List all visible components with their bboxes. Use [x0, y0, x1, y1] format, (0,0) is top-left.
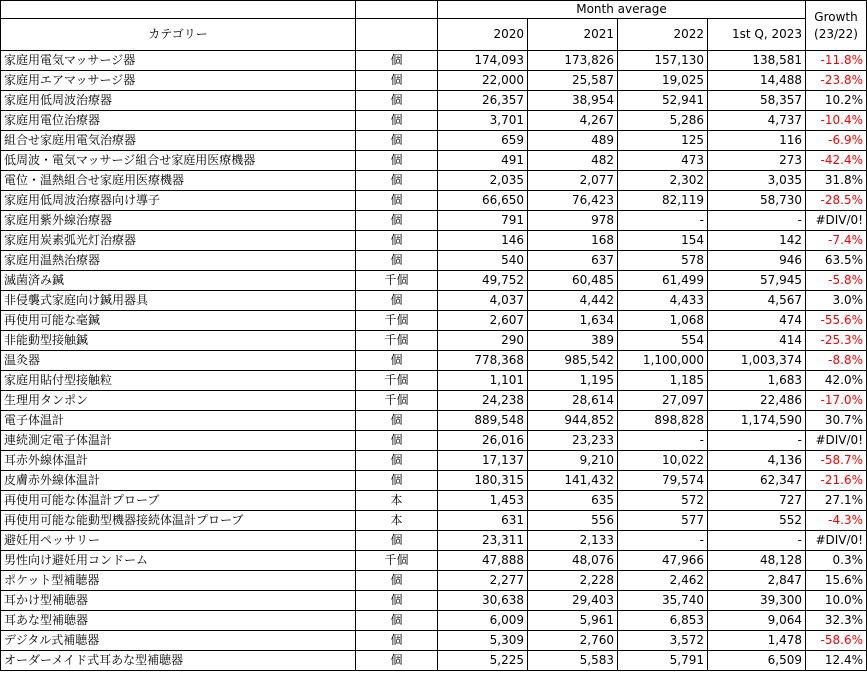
- row-value-2021: 1,634: [528, 311, 618, 331]
- row-category-name: 非能動型接触鍼: [1, 331, 356, 351]
- row-value-2022: 578: [618, 251, 708, 271]
- row-value-2021: 556: [528, 511, 618, 531]
- header-q1-2023: 1st Q, 2023: [708, 19, 806, 51]
- table-row: [1, 351, 867, 371]
- row-value-2020: 540: [438, 251, 528, 271]
- row-category-name: 再使用可能な毫鍼: [1, 311, 356, 331]
- row-unit: 千個: [356, 371, 438, 391]
- row-value-2022: 10,022: [618, 451, 708, 471]
- row-value-2022: 2,462: [618, 571, 708, 591]
- row-category-name: 避妊用ペッサリー: [1, 531, 356, 551]
- row-unit: 個: [356, 171, 438, 191]
- row-growth: 42.0%: [806, 371, 867, 391]
- table-row: [1, 91, 867, 111]
- row-growth: -25.3%: [806, 331, 867, 351]
- row-value-2021: 2,228: [528, 571, 618, 591]
- row-unit: 個: [356, 431, 438, 451]
- row-category-name: 連続測定電子体温計: [1, 431, 356, 451]
- row-value-2022: 1,100,000: [618, 351, 708, 371]
- row-growth: -42.4%: [806, 151, 867, 171]
- row-value-q1-2023: 4,136: [708, 451, 806, 471]
- row-value-2022: 1,068: [618, 311, 708, 331]
- row-value-2021: 76,423: [528, 191, 618, 211]
- row-growth: -17.0%: [806, 391, 867, 411]
- row-value-q1-2023: 22,486: [708, 391, 806, 411]
- row-category-name: 家庭用電位治療器: [1, 111, 356, 131]
- row-category-name: 耳かけ型補聴器: [1, 591, 356, 611]
- table-row: [1, 111, 867, 131]
- row-value-2021: 5,961: [528, 611, 618, 631]
- row-value-2022: 27,097: [618, 391, 708, 411]
- row-unit: 個: [356, 291, 438, 311]
- row-value-q1-2023: 4,567: [708, 291, 806, 311]
- row-value-2020: 23,311: [438, 531, 528, 551]
- row-value-2022: 125: [618, 131, 708, 151]
- table-row: [1, 151, 867, 171]
- row-value-2021: 4,442: [528, 291, 618, 311]
- row-growth: -58.6%: [806, 631, 867, 651]
- row-value-2020: 5,225: [438, 651, 528, 671]
- row-category-name: 男性向け避妊用コンドーム: [1, 551, 356, 571]
- row-value-2020: 491: [438, 151, 528, 171]
- row-value-2022: 82,119: [618, 191, 708, 211]
- table-row: [1, 411, 867, 431]
- row-unit: 千個: [356, 551, 438, 571]
- row-value-q1-2023: -: [708, 211, 806, 231]
- row-value-q1-2023: 9,064: [708, 611, 806, 631]
- table-row: [1, 71, 867, 91]
- row-value-2021: 389: [528, 331, 618, 351]
- row-unit: 個: [356, 571, 438, 591]
- table-row: [1, 211, 867, 231]
- table-row: [1, 651, 867, 671]
- row-value-q1-2023: 2,847: [708, 571, 806, 591]
- row-growth: -10.4%: [806, 111, 867, 131]
- row-value-2021: 2,760: [528, 631, 618, 651]
- row-value-q1-2023: 6,509: [708, 651, 806, 671]
- row-value-q1-2023: 138,581: [708, 51, 806, 71]
- row-unit: 個: [356, 251, 438, 271]
- table-row: [1, 171, 867, 191]
- row-value-2022: 19,025: [618, 71, 708, 91]
- row-value-2020: 17,137: [438, 451, 528, 471]
- table-row: [1, 611, 867, 631]
- row-growth: -8.8%: [806, 351, 867, 371]
- table-row: [1, 291, 867, 311]
- row-category-name: 生理用タンポン: [1, 391, 356, 411]
- row-unit: 個: [356, 91, 438, 111]
- table-row: [1, 631, 867, 651]
- header-unit: [356, 19, 438, 51]
- header-growth-period: (23/22): [814, 26, 858, 41]
- table-row: [1, 551, 867, 571]
- row-value-2022: 154: [618, 231, 708, 251]
- row-value-2021: 635: [528, 491, 618, 511]
- row-value-q1-2023: 1,003,374: [708, 351, 806, 371]
- row-category-name: デジタル式補聴器: [1, 631, 356, 651]
- row-value-q1-2023: 57,945: [708, 271, 806, 291]
- row-value-2021: 173,826: [528, 51, 618, 71]
- row-value-2022: 35,740: [618, 591, 708, 611]
- row-category-name: 耳赤外線体温計: [1, 451, 356, 471]
- row-value-2022: 554: [618, 331, 708, 351]
- table-row: [1, 391, 867, 411]
- row-value-q1-2023: 48,128: [708, 551, 806, 571]
- table-row: [1, 191, 867, 211]
- header-growth: [806, 1, 867, 51]
- row-growth: 0.3%: [806, 551, 867, 571]
- row-growth: 10.0%: [806, 591, 867, 611]
- table-row: [1, 51, 867, 71]
- row-category-name: ポケット型補聴器: [1, 571, 356, 591]
- row-value-2022: 473: [618, 151, 708, 171]
- row-category-name: 家庭用貼付型接触粒: [1, 371, 356, 391]
- row-unit: 個: [356, 231, 438, 251]
- row-value-2020: 4,037: [438, 291, 528, 311]
- row-value-2021: 25,587: [528, 71, 618, 91]
- row-category-name: 電位・温熱組合せ家庭用医療機器: [1, 171, 356, 191]
- row-value-2021: 1,195: [528, 371, 618, 391]
- row-value-2022: 79,574: [618, 471, 708, 491]
- header-row-top: [1, 1, 867, 19]
- row-category-name: 非侵襲式家庭向け鍼用器具: [1, 291, 356, 311]
- row-category-name: 組合せ家庭用電気治療器: [1, 131, 356, 151]
- row-value-2021: 489: [528, 131, 618, 151]
- row-value-2022: -: [618, 431, 708, 451]
- row-unit: 個: [356, 411, 438, 431]
- row-unit: 個: [356, 531, 438, 551]
- table-row: [1, 591, 867, 611]
- header-year-2020: 2020: [438, 19, 528, 51]
- row-category-name: 家庭用炭素弧光灯治療器: [1, 231, 356, 251]
- row-value-2020: 659: [438, 131, 528, 151]
- row-unit: 個: [356, 191, 438, 211]
- row-growth: -4.3%: [806, 511, 867, 531]
- row-value-q1-2023: 142: [708, 231, 806, 251]
- header-year-2022: 2022: [618, 19, 708, 51]
- row-value-2020: 26,357: [438, 91, 528, 111]
- row-value-2022: 4,433: [618, 291, 708, 311]
- row-growth: -5.8%: [806, 271, 867, 291]
- row-value-2022: 6,853: [618, 611, 708, 631]
- row-unit: 個: [356, 151, 438, 171]
- row-value-2021: 5,583: [528, 651, 618, 671]
- table-row: [1, 471, 867, 491]
- row-value-q1-2023: 1,478: [708, 631, 806, 651]
- row-value-q1-2023: 14,488: [708, 71, 806, 91]
- row-unit: 個: [356, 651, 438, 671]
- row-unit: 千個: [356, 311, 438, 331]
- row-unit: 個: [356, 211, 438, 231]
- row-category-name: 耳あな型補聴器: [1, 611, 356, 631]
- row-value-2020: 2,277: [438, 571, 528, 591]
- row-value-2022: 3,572: [618, 631, 708, 651]
- table-row: [1, 491, 867, 511]
- row-value-2020: 889,548: [438, 411, 528, 431]
- row-value-2020: 6,009: [438, 611, 528, 631]
- row-value-q1-2023: 58,730: [708, 191, 806, 211]
- row-value-2020: 26,016: [438, 431, 528, 451]
- table-row: [1, 271, 867, 291]
- row-unit: 個: [356, 451, 438, 471]
- row-growth: 30.7%: [806, 411, 867, 431]
- row-category-name: 家庭用紫外線治療器: [1, 211, 356, 231]
- row-value-2021: 23,233: [528, 431, 618, 451]
- row-value-2022: 572: [618, 491, 708, 511]
- row-unit: 個: [356, 131, 438, 151]
- row-growth: -7.4%: [806, 231, 867, 251]
- row-value-2021: 38,954: [528, 91, 618, 111]
- row-category-name: 家庭用電気マッサージ器: [1, 51, 356, 71]
- row-value-2021: 168: [528, 231, 618, 251]
- row-value-q1-2023: 273: [708, 151, 806, 171]
- row-value-q1-2023: 39,300: [708, 591, 806, 611]
- table-body: [1, 51, 867, 671]
- row-unit: 個: [356, 631, 438, 651]
- row-value-2020: 1,101: [438, 371, 528, 391]
- row-unit: 個: [356, 71, 438, 91]
- row-unit: 個: [356, 471, 438, 491]
- row-value-2020: 146: [438, 231, 528, 251]
- row-growth: -6.9%: [806, 131, 867, 151]
- row-value-q1-2023: 1,174,590: [708, 411, 806, 431]
- row-value-2021: 482: [528, 151, 618, 171]
- row-unit: 本: [356, 491, 438, 511]
- row-value-2021: 4,267: [528, 111, 618, 131]
- row-unit: 個: [356, 351, 438, 371]
- row-unit: 個: [356, 51, 438, 71]
- row-category-name: 滅菌済み鍼: [1, 271, 356, 291]
- row-growth: 12.4%: [806, 651, 867, 671]
- row-value-2021: 60,485: [528, 271, 618, 291]
- header-month-average: Month average: [438, 1, 806, 19]
- table-row: [1, 311, 867, 331]
- row-value-2022: 5,791: [618, 651, 708, 671]
- row-value-2020: 2,035: [438, 171, 528, 191]
- row-value-2020: 22,000: [438, 71, 528, 91]
- table-row: [1, 331, 867, 351]
- row-value-2020: 30,638: [438, 591, 528, 611]
- header-year-2021: 2021: [528, 19, 618, 51]
- row-value-2021: 28,614: [528, 391, 618, 411]
- table-row: [1, 431, 867, 451]
- row-growth: -23.8%: [806, 71, 867, 91]
- header-row-bottom: [1, 19, 867, 51]
- row-value-2020: 631: [438, 511, 528, 531]
- row-value-q1-2023: -: [708, 531, 806, 551]
- row-growth: -28.5%: [806, 191, 867, 211]
- table-row: [1, 571, 867, 591]
- row-value-2021: 48,076: [528, 551, 618, 571]
- row-value-2022: 47,966: [618, 551, 708, 571]
- row-value-2020: 1,453: [438, 491, 528, 511]
- header-growth-label: Growth: [814, 9, 858, 24]
- table-row: [1, 231, 867, 251]
- row-growth: 27.1%: [806, 491, 867, 511]
- row-value-q1-2023: 414: [708, 331, 806, 351]
- row-value-q1-2023: 727: [708, 491, 806, 511]
- row-value-2021: 944,852: [528, 411, 618, 431]
- row-growth: 63.5%: [806, 251, 867, 271]
- row-value-2020: 791: [438, 211, 528, 231]
- row-growth: 32.3%: [806, 611, 867, 631]
- row-category-name: 低周波・電気マッサージ組合せ家庭用医療機器: [1, 151, 356, 171]
- row-category-name: 家庭用エアマッサージ器: [1, 71, 356, 91]
- row-category-name: 家庭用低周波治療器: [1, 91, 356, 111]
- row-value-2022: 577: [618, 511, 708, 531]
- row-value-2022: 52,941: [618, 91, 708, 111]
- table-row: [1, 371, 867, 391]
- row-value-2022: -: [618, 211, 708, 231]
- row-value-2020: 174,093: [438, 51, 528, 71]
- row-growth: 3.0%: [806, 291, 867, 311]
- table-row: [1, 251, 867, 271]
- row-unit: 個: [356, 611, 438, 631]
- row-value-q1-2023: 552: [708, 511, 806, 531]
- row-value-2022: 157,130: [618, 51, 708, 71]
- row-value-2020: 66,650: [438, 191, 528, 211]
- row-unit: 千個: [356, 271, 438, 291]
- row-value-2020: 5,309: [438, 631, 528, 651]
- table-row: [1, 531, 867, 551]
- row-growth: 15.6%: [806, 571, 867, 591]
- row-unit: 個: [356, 111, 438, 131]
- table-row: [1, 131, 867, 151]
- row-value-2020: 3,701: [438, 111, 528, 131]
- row-value-q1-2023: -: [708, 431, 806, 451]
- row-value-2022: 1,185: [618, 371, 708, 391]
- row-growth: -58.7%: [806, 451, 867, 471]
- row-unit: 本: [356, 511, 438, 531]
- row-value-2022: 61,499: [618, 271, 708, 291]
- row-growth: -55.6%: [806, 311, 867, 331]
- row-growth: #DIV/0!: [806, 531, 867, 551]
- row-growth: #DIV/0!: [806, 211, 867, 231]
- row-value-2020: 290: [438, 331, 528, 351]
- row-value-2022: 898,828: [618, 411, 708, 431]
- row-unit: 千個: [356, 331, 438, 351]
- row-category-name: 再使用可能な体温計プローブ: [1, 491, 356, 511]
- header-category: カテゴリー: [1, 19, 356, 51]
- row-value-q1-2023: 946: [708, 251, 806, 271]
- row-category-name: 再使用可能な能動型機器接続体温計プローブ: [1, 511, 356, 531]
- row-category-name: 電子体温計: [1, 411, 356, 431]
- row-category-name: 皮膚赤外線体温計: [1, 471, 356, 491]
- row-value-2021: 29,403: [528, 591, 618, 611]
- row-value-q1-2023: 474: [708, 311, 806, 331]
- row-unit: 個: [356, 591, 438, 611]
- row-category-name: 温灸器: [1, 351, 356, 371]
- header-blank-category: [1, 1, 356, 19]
- row-category-name: オーダーメイド式耳あな型補聴器: [1, 651, 356, 671]
- row-value-2021: 2,077: [528, 171, 618, 191]
- row-value-q1-2023: 3,035: [708, 171, 806, 191]
- row-value-2020: 24,238: [438, 391, 528, 411]
- row-value-2022: 5,286: [618, 111, 708, 131]
- row-value-q1-2023: 62,347: [708, 471, 806, 491]
- row-value-2020: 49,752: [438, 271, 528, 291]
- row-value-q1-2023: 4,737: [708, 111, 806, 131]
- row-category-name: 家庭用低周波治療器向け導子: [1, 191, 356, 211]
- row-value-2021: 2,133: [528, 531, 618, 551]
- row-value-q1-2023: 116: [708, 131, 806, 151]
- row-value-2022: 2,302: [618, 171, 708, 191]
- row-value-q1-2023: 1,683: [708, 371, 806, 391]
- row-value-2021: 985,542: [528, 351, 618, 371]
- row-growth: 10.2%: [806, 91, 867, 111]
- row-unit: 千個: [356, 391, 438, 411]
- row-value-2020: 2,607: [438, 311, 528, 331]
- header-blank-unit: [356, 1, 438, 19]
- row-value-2020: 47,888: [438, 551, 528, 571]
- row-growth: -11.8%: [806, 51, 867, 71]
- row-value-2021: 9,210: [528, 451, 618, 471]
- row-growth: 31.8%: [806, 171, 867, 191]
- row-growth: -21.6%: [806, 471, 867, 491]
- row-value-2020: 180,315: [438, 471, 528, 491]
- table-row: [1, 511, 867, 531]
- row-value-2021: 141,432: [528, 471, 618, 491]
- row-value-2021: 637: [528, 251, 618, 271]
- row-value-2022: -: [618, 531, 708, 551]
- table-row: [1, 451, 867, 471]
- row-value-2021: 978: [528, 211, 618, 231]
- row-value-q1-2023: 58,357: [708, 91, 806, 111]
- row-category-name: 家庭用温熱治療器: [1, 251, 356, 271]
- row-growth: #DIV/0!: [806, 431, 867, 451]
- row-value-2020: 778,368: [438, 351, 528, 371]
